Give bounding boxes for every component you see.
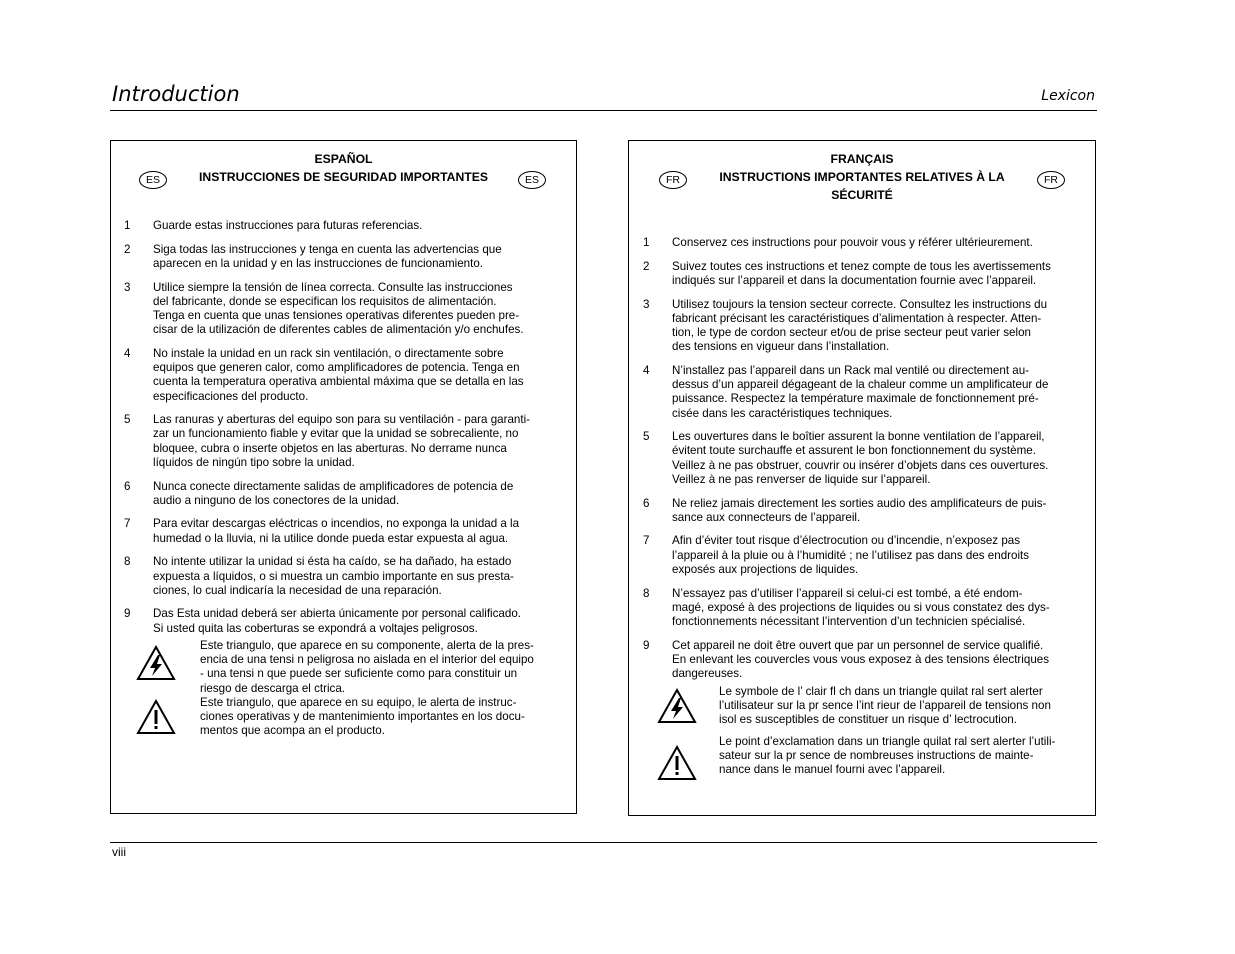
es-warning-line: encia de una tensi n peligrosa no aislada en el interior del equipo (200, 653, 534, 667)
item-number: 6 (124, 479, 131, 493)
fr-item-line: indiqués sur l’appareil et dans la documentation fournie avec l’appareil. (672, 273, 1037, 287)
list-item (124, 480, 569, 508)
item-number: 8 (643, 586, 650, 600)
fr-item-line: Utilisez toujours la tension secteur correcte. Consultez les instructions du (672, 297, 1048, 311)
spanish-panel-heading (111, 150, 576, 186)
item-number: 4 (643, 363, 650, 377)
list-item (124, 347, 569, 404)
fr-item-line: Ne reliez jamais directement les sorties audio des amplificateurs de puis- (672, 496, 1047, 510)
french-instruction-list (643, 236, 1089, 691)
es-item-line: cuenta la temperatura operativa ambiental máxima que se detalla en las (153, 375, 524, 389)
es-warning-line: ciones operativas y de mantenimiento importantes en los docu- (200, 710, 525, 724)
list-item (124, 243, 569, 271)
fr-item-line: Veillez à ne pas obstruer, couvrir ou insérer d’objets dans ces ouvertures. (672, 458, 1049, 472)
fr-item-line: Cet appareil ne doit être ouvert que par un personnel de service qualifié. (672, 638, 1044, 652)
exclamation-triangle-icon (136, 699, 176, 735)
fr-warning-line: Le point d’exclamation dans un triangle quilat ral sert alerter l’utili- (719, 735, 1056, 748)
fr-item-line: En enlevant les couvercles vous vous exposez à des tensions électriques (672, 652, 1050, 666)
es-item-line: aparecen en la unidad y en las instrucciones de funcionamiento. (153, 256, 483, 270)
french-attention-warning-text (719, 735, 1089, 778)
page-header-brand: Lexicon (1041, 88, 1095, 104)
es-warning-line: riesgo de descarga el ctrica. (200, 681, 345, 695)
footer-divider (110, 842, 1097, 843)
page-number: viii (112, 845, 126, 859)
fr-warning-line: sateur sur la pr sence de nombreuses instructions de mainte- (719, 749, 1034, 763)
item-number: 3 (124, 280, 131, 294)
item-number: 8 (124, 555, 131, 569)
fr-item-line: évitent toute surchauffe et assurent le bon fonctionnement du système. (672, 444, 1036, 458)
es-item-line: líquidos de ningún tipo sobre la unidad. (153, 455, 355, 469)
item-number: 4 (124, 346, 131, 360)
fr-item-line: l’appareil à la pluie ou à l’humidité ; ne l’utilisez pas dans des endroits (672, 548, 1030, 562)
spanish-attention-warning-text (200, 696, 570, 739)
es-item-line: Guarde estas instrucciones para futuras referencias. (153, 219, 423, 232)
fr-item-line: Afin d’éviter tout risque d’électrocution ou d’incendie, n’exposez pas (672, 534, 1021, 548)
item-number: 2 (643, 259, 650, 273)
fr-item-line: dangereuses. (672, 667, 743, 681)
fr-item-line: Suivez toutes ces instructions et tenez compte de tous les avertissements (672, 259, 1051, 273)
fr-item-line: sance aux connecteurs de l’appareil. (672, 510, 861, 524)
item-number: 1 (124, 219, 131, 232)
es-item-line: No intente utilizar la unidad si ésta ha caído, se ha dañado, ha estado (153, 555, 512, 569)
french-warnings (643, 685, 1089, 805)
es-item-line: Utilice siempre la tensión de línea correcta. Consulte las instrucciones (153, 280, 513, 294)
lightning-triangle-icon (657, 688, 697, 724)
fr-warning-line: Le symbole de l’ clair fl ch dans un triangle quilat ral sert alerter (719, 685, 1043, 698)
es-item-line: Das Esta unidad deberá ser abierta únicamente por personal calificado. (153, 607, 521, 621)
es-warning-line: Este triangulo, que aparece en su equipo, le alerta de instruc- (200, 696, 517, 709)
item-number: 6 (643, 496, 650, 510)
es-item-line: Si usted quita las coberturas se expondrá a voltajes peligrosos. (153, 621, 478, 635)
lightning-triangle-icon (136, 645, 176, 681)
spanish-language-title: ESPAÑOL (314, 152, 373, 166)
es-item-line: cisar de la utilización de diferentes cables de alimentación y/o enchufes. (153, 323, 524, 337)
fr-item-line: N’installez pas l’appareil dans un Rack mal ventilé ou directement au- (672, 363, 1030, 377)
es-item-line: Las ranuras y aberturas del equipo son para su ventilación - para garanti- (153, 413, 531, 427)
es-item-line: del fabricante, donde se especifican los requisitos de alimentación. (153, 294, 497, 308)
list-item (124, 281, 569, 338)
es-item-line: equipos que generen calor, como amplificadores de potencia. Tenga en (153, 361, 520, 375)
list-item (124, 517, 569, 545)
fr-item-line: tion, le type de cordon secteur et/ou de prise secteur peut varier selon (672, 326, 1031, 340)
fr-item-line: dessus d’un appareil dégageant de la chaleur comme un amplificateur de (672, 378, 1049, 392)
fr-item-line: cisée dans les caractéristiques techniques. (672, 406, 893, 420)
french-panel-heading (629, 150, 1095, 204)
item-number: 1 (643, 236, 650, 249)
fr-item-line: magé, exposé à des projections de liquides ou si vous constatez des dys- (672, 600, 1050, 614)
item-number: 7 (124, 517, 131, 531)
es-item-line: Nunca conecte directamente salidas de amplificadores de potencia de (153, 479, 514, 493)
es-item-line: Para evitar descargas eléctricas o incendios, no exponga la unidad a la (153, 517, 520, 531)
french-heading: INSTRUCTIONS IMPORTANTES RELATIVES À LA SÉCURITÉ (719, 170, 1005, 202)
fr-badge-icon: FR (1037, 171, 1065, 189)
list-item (643, 260, 1089, 288)
spanish-heading: INSTRUCCIONES DE SEGURIDAD IMPORTANTES (199, 170, 488, 184)
es-badge-icon: ES (518, 171, 546, 189)
list-item (124, 607, 569, 635)
item-number: 9 (643, 638, 650, 652)
spanish-warnings (124, 639, 569, 749)
list-item (124, 219, 569, 233)
page-header-title: Introduction (112, 82, 240, 106)
spanish-safety-panel (110, 140, 577, 814)
fr-warning-line: l’utilisateur sur la pr sence l’int rieur de l’appareil de tensions non (719, 699, 1051, 713)
fr-item-line: Conservez ces instructions pour pouvoir vous y référer ultérieurement. (672, 236, 1033, 249)
fr-item-line: Veillez à ne pas renverser de liquide sur l’appareil. (672, 472, 931, 486)
fr-badge-icon: FR (659, 171, 687, 189)
spanish-instruction-list (124, 219, 569, 645)
exclamation-triangle-icon (657, 745, 697, 781)
fr-warning-line: isol es susceptibles de constituer un risque d’ lectrocution. (719, 713, 1017, 727)
item-number: 5 (643, 430, 650, 444)
item-number: 7 (643, 534, 650, 548)
es-badge-icon: ES (139, 171, 167, 189)
es-item-line: humedad o la lluvia, ni la utilice donde pueda estar expuesta al agua. (153, 531, 509, 545)
fr-item-line: puissance. Respectez la température maximale de fonctionnement pré- (672, 392, 1039, 406)
list-item (643, 587, 1089, 630)
list-item (643, 298, 1089, 355)
fr-item-line: des tensions en vigueur dans l’installation. (672, 340, 890, 354)
spanish-shock-warning-text (200, 639, 570, 696)
es-item-line: ciones, lo cual indicaría la necesidad de una reparación. (153, 583, 442, 597)
fr-item-line: exposés aux projections de liquides. (672, 562, 859, 576)
fr-item-line: fabricant précisant les caractéristiques d’alimentation à respecter. Atten- (672, 311, 1042, 325)
item-number: 9 (124, 607, 131, 621)
es-warning-line: mentos que acompa an el producto. (200, 724, 385, 738)
es-item-line: audio a ninguno de los conectores de la unidad. (153, 493, 400, 507)
es-warning-line: - una tensi n que puede ser suficiente como para constituir un (200, 667, 518, 681)
header-divider (110, 110, 1097, 111)
fr-warning-line: nance dans le manuel fourni avec l’appareil. (719, 763, 946, 777)
es-item-line: bloquee, cubra o inserte objetos en las aberturas. No derrame nunca (153, 441, 507, 455)
list-item (124, 413, 569, 470)
es-item-line: No instale la unidad en un rack sin ventilación, o directamente sobre (153, 346, 504, 360)
list-item (643, 364, 1089, 421)
item-number: 2 (124, 242, 131, 256)
list-item (643, 497, 1089, 525)
fr-item-line: Les ouvertures dans le boîtier assurent la bonne ventilation de l’appareil, (672, 430, 1045, 444)
es-item-line: zar un funcionamiento fiable y evitar que la unidad se sobrecaliente, no (153, 427, 519, 441)
list-item (643, 534, 1089, 577)
french-safety-panel (628, 140, 1096, 816)
french-language-title: FRANÇAIS (830, 152, 894, 166)
item-number: 5 (124, 413, 131, 427)
es-warning-line: Este triangulo, que aparece en su componente, alerta de la pres- (200, 639, 534, 652)
fr-item-line: fonctionnements nécessitant l’intervention d’un technicien spécialisé. (672, 614, 1026, 628)
es-item-line: especificaciones del producto. (153, 389, 309, 403)
list-item (643, 639, 1089, 682)
list-item (643, 430, 1089, 487)
es-item-line: Tenga en cuenta que unas tensiones operativas diferentes pueden pre- (153, 309, 520, 323)
es-item-line: expuesta a líquidos, o si muestra un cambio importante en sus presta- (153, 569, 514, 583)
fr-item-line: N’essayez pas d’utiliser l’appareil si celui-ci est tombé, a été endom- (672, 586, 1023, 600)
list-item (124, 555, 569, 598)
list-item (643, 236, 1089, 250)
es-item-line: Siga todas las instrucciones y tenga en cuenta las advertencias que (153, 242, 502, 256)
item-number: 3 (643, 297, 650, 311)
french-shock-warning-text (719, 685, 1089, 728)
